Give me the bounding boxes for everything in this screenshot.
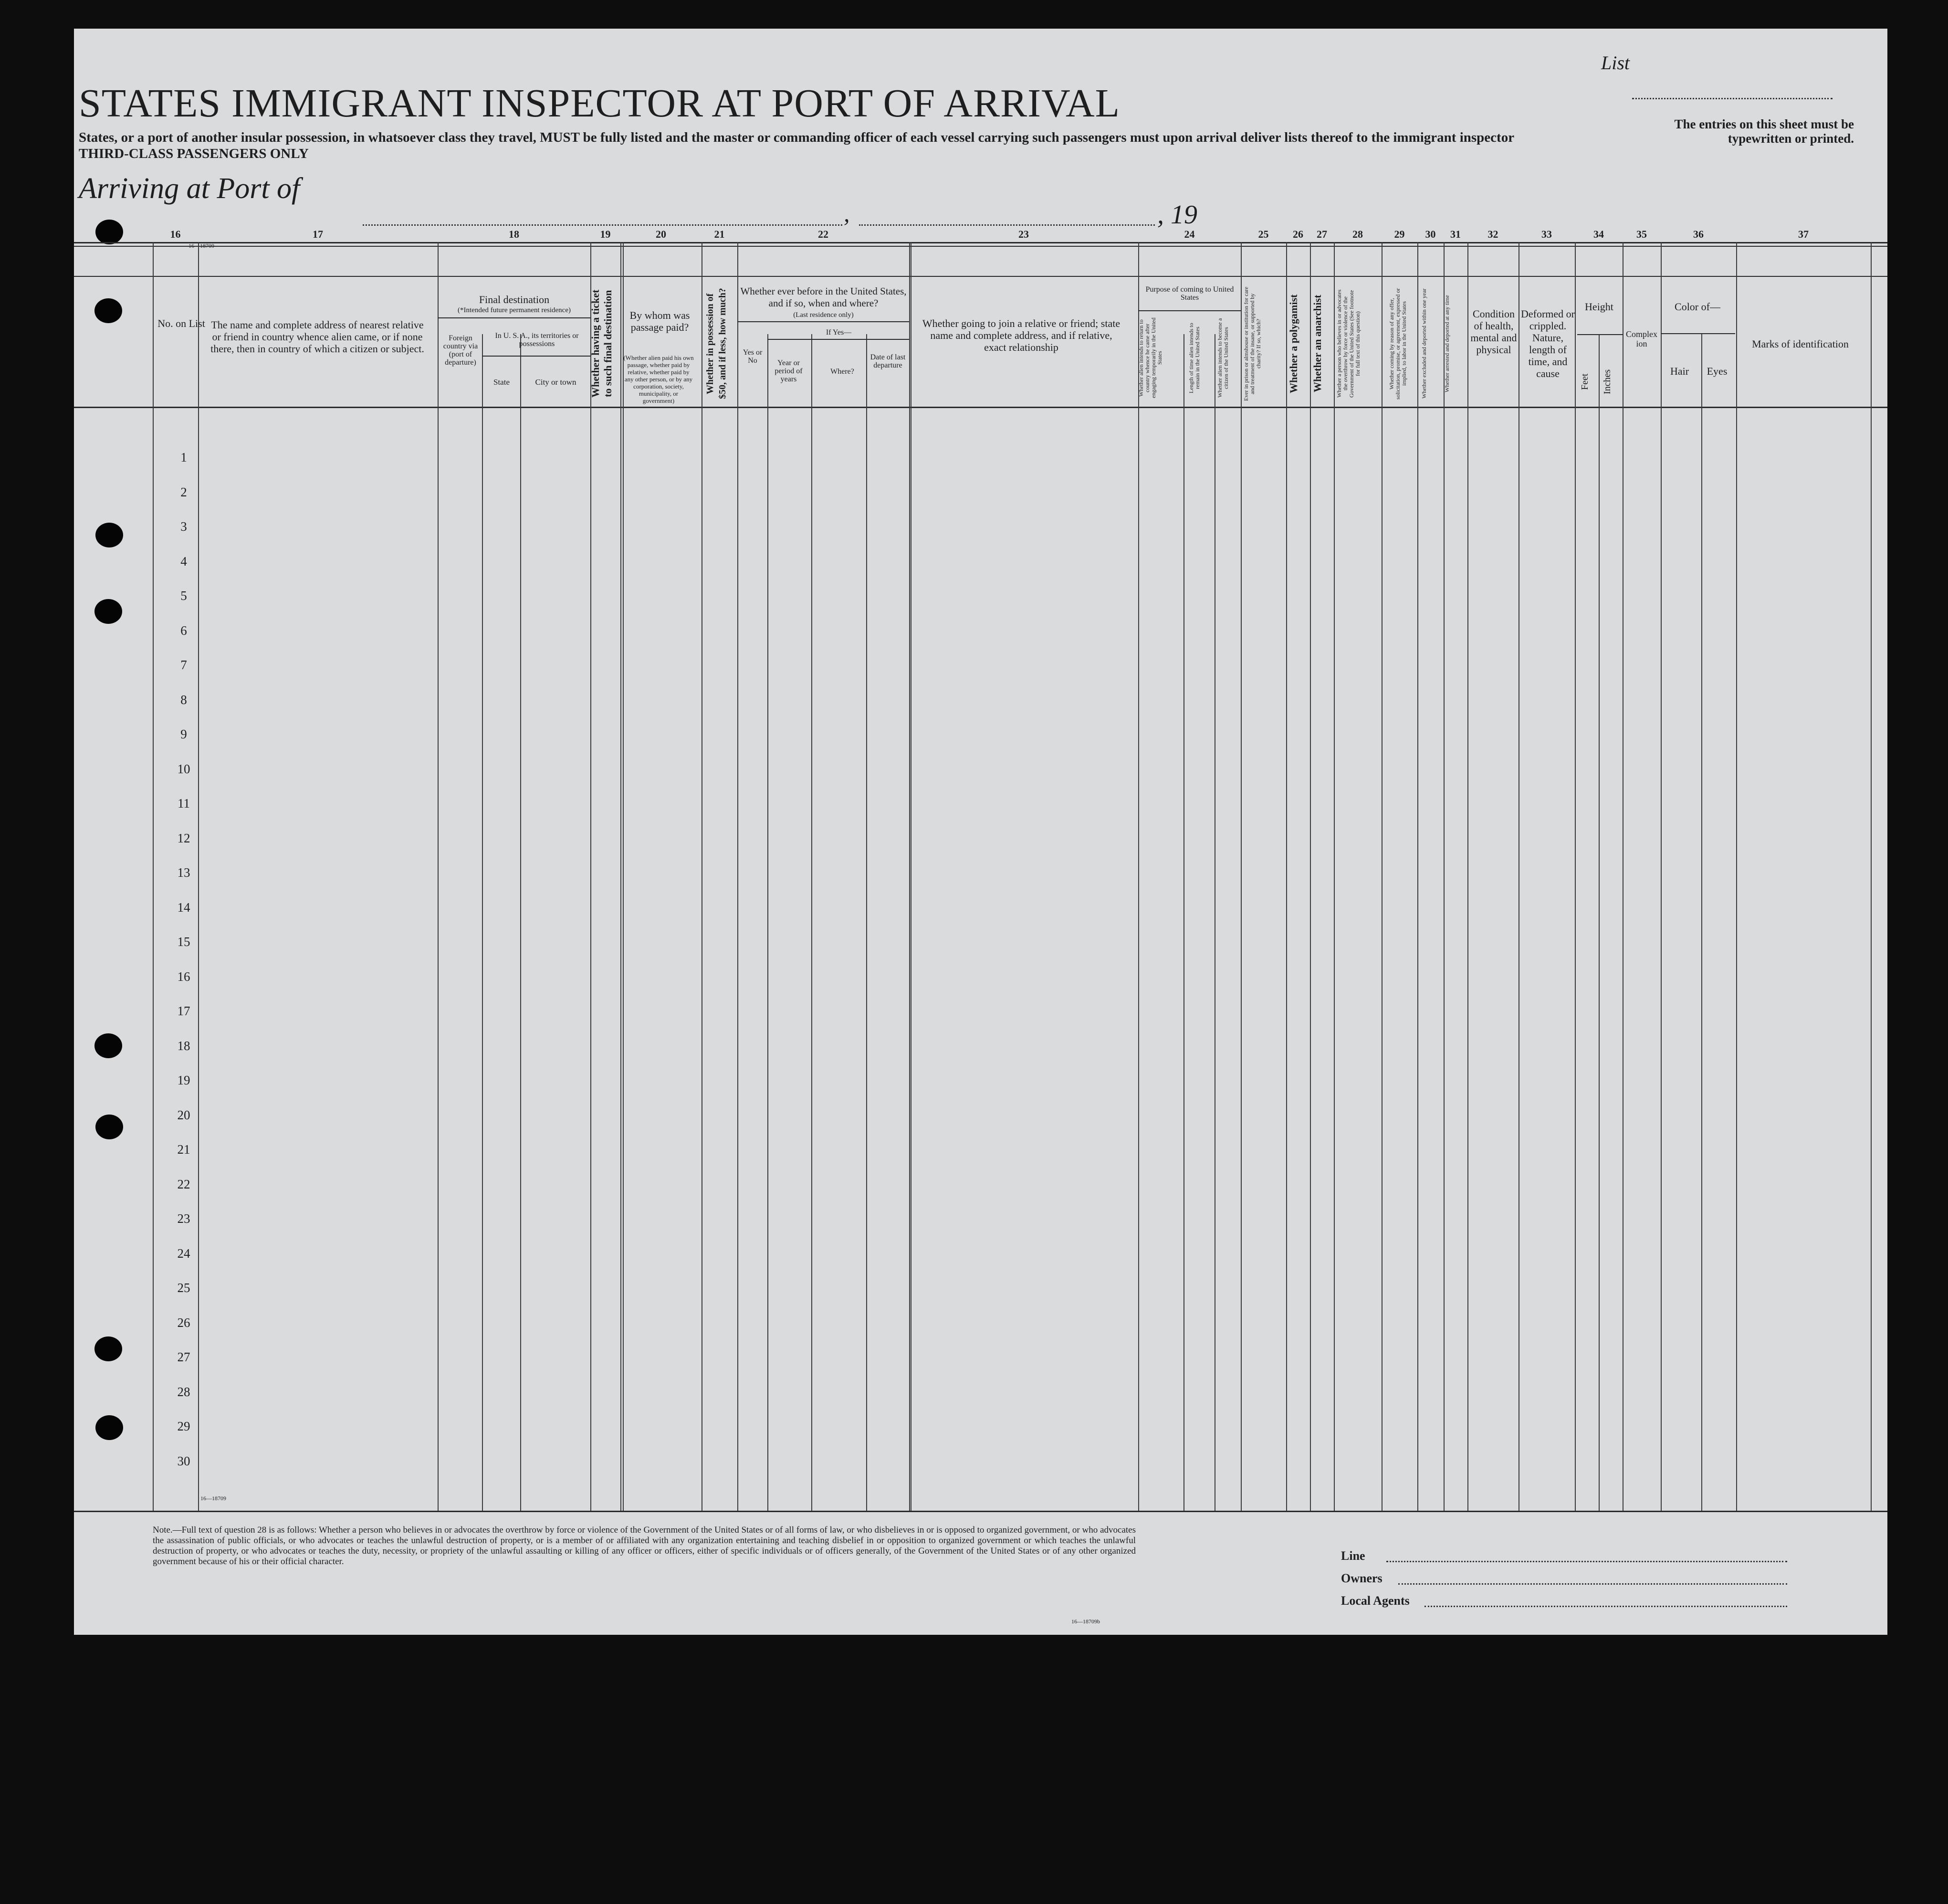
- header-yes-no: Yes or No: [743, 348, 763, 365]
- header-feet: Feet: [1580, 373, 1590, 390]
- header-inches: Inches: [1602, 369, 1613, 395]
- row-number: 4: [180, 554, 187, 568]
- row-number: 27: [177, 1350, 190, 1364]
- column-line: [737, 242, 738, 1511]
- row-number: 17: [177, 1004, 190, 1018]
- column-number: 16: [170, 228, 181, 240]
- header-length-stay: Length of time alien intends to remain in the United States: [1188, 323, 1201, 393]
- table-bottom-rule: [74, 1511, 1887, 1512]
- header-intends-return: Whether alien intends to return to country whence he came after engaging temporarily in the United States: [1138, 317, 1163, 399]
- column-number: 24: [1184, 228, 1195, 240]
- row-number: 28: [177, 1384, 190, 1399]
- port-field[interactable]: [363, 224, 842, 226]
- column-line: [623, 242, 624, 1511]
- header-possession-50: Whether in possession of $50, and if less, how much?: [705, 288, 728, 400]
- manifest-sheet: [74, 29, 1887, 1635]
- column-line: [1138, 242, 1139, 1511]
- header-date-departure: Date of last departure: [870, 353, 906, 369]
- column-line: [1417, 242, 1418, 1511]
- row-number: 19: [177, 1073, 190, 1087]
- header-join-relative: Whether going to join a relative or friend; state name and complete address, and if relative, exact relationship: [922, 317, 1121, 353]
- column-number-rule: [74, 276, 1887, 277]
- header-where: Where?: [830, 368, 854, 376]
- footnote-question-28: Note.—Full text of question 28 is as follows: Whether a person who believes in or advocates the overthrow by force or violence of the Government of the United States or of all forms of law, or who disbelieves in or is opposed to organized government, or who advocates the assassination of public officials, or who advocates or teaches the unlawful destruction of property, or is a member of or affiliated with any organization entertaining and teaching disbelief in or opposition to organized government or which teaches the unlawful destruction of property, or who advocates or teaches the duty, necessity, or propriety of the unlawful assaulting or killing of any officer or officers, either of specific individuals or of officers generally, of the Government of the United States or of any other organized government because of his or their official character.: [153, 1525, 1136, 1567]
- column-number: 19: [600, 228, 611, 240]
- column-line: [1575, 242, 1576, 1511]
- row-number: 23: [177, 1211, 190, 1226]
- column-number: 26: [1293, 228, 1303, 240]
- rule-34: [1577, 334, 1623, 335]
- header-overthrow: Whether a person who believes in or advocates the overthrow by force or violence of the Government of the United States (See footnote for full text of this question): [1336, 289, 1361, 398]
- rule-36: [1661, 333, 1735, 334]
- list-number-field[interactable]: [1632, 98, 1833, 99]
- column-line: [866, 334, 867, 1511]
- row-number: 1: [180, 450, 187, 464]
- table-top-rule-2: [74, 246, 1887, 247]
- row-number: 9: [180, 727, 187, 741]
- column-line: [438, 242, 439, 1511]
- column-number: 28: [1352, 228, 1363, 240]
- arriving-label: Arriving at Port of: [79, 172, 300, 205]
- form-ref-note: 16—18709b: [1071, 1618, 1100, 1625]
- column-number: 34: [1593, 228, 1604, 240]
- column-line: [1286, 242, 1287, 1511]
- row-number: 7: [180, 658, 187, 672]
- header-ever-before-sub: (Last residence only): [793, 311, 854, 319]
- column-line: [482, 334, 483, 1511]
- punch-hole: [94, 298, 122, 323]
- column-line: [1599, 334, 1600, 1511]
- punch-hole: [95, 1415, 123, 1440]
- row-number: 20: [177, 1107, 190, 1122]
- column-number: 27: [1317, 228, 1327, 240]
- column-number: 35: [1636, 228, 1647, 240]
- header-nearest-relative: The name and complete address of nearest relative or friend in country whence alien came, or if none there, then in country of which a citizen or subject.: [210, 319, 424, 355]
- row-number: 11: [178, 796, 190, 810]
- header-ever-before: Whether ever before in the United States, and if so, when and where?: [740, 285, 907, 309]
- owners-field[interactable]: [1398, 1583, 1787, 1585]
- header-in-usa: In U. S. A., its territories or possessions: [495, 332, 579, 348]
- column-line: [1736, 242, 1737, 1511]
- column-number: 21: [714, 228, 725, 240]
- column-line: [620, 242, 621, 1511]
- row-number: 10: [177, 761, 190, 776]
- row-number: 15: [177, 935, 190, 949]
- row-number: 25: [177, 1281, 190, 1295]
- table-top-rule: [74, 242, 1887, 243]
- punch-hole: [95, 220, 123, 244]
- column-number: 36: [1693, 228, 1704, 240]
- column-number: 23: [1018, 228, 1029, 240]
- column-line: [1701, 334, 1702, 1511]
- column-line: [590, 242, 591, 1511]
- line-label: Line: [1341, 1549, 1365, 1563]
- rule-24: [1138, 310, 1241, 311]
- column-line: [1310, 242, 1311, 1511]
- header-health: Condition of health, mental and physical: [1470, 308, 1517, 356]
- list-label: List: [1601, 52, 1630, 74]
- column-line: [520, 334, 521, 1511]
- rule-22: [737, 321, 909, 322]
- header-passage-paid: By whom was passage paid?: [629, 309, 690, 333]
- column-number: 29: [1394, 228, 1405, 240]
- row-number: 26: [177, 1315, 190, 1330]
- punch-hole: [94, 1033, 122, 1058]
- header-foreign-country: Foreign country via (port of departure): [443, 334, 478, 367]
- column-line: [1871, 242, 1872, 1511]
- column-number: 22: [818, 228, 828, 240]
- owners-label: Owners: [1341, 1571, 1382, 1585]
- column-number: 33: [1541, 228, 1552, 240]
- header-bottom-rule: [74, 407, 1887, 408]
- punch-hole: [95, 1115, 123, 1139]
- column-line: [767, 334, 768, 1511]
- entries-note: The entries on this sheet must be typewritten or printed.: [1674, 117, 1854, 146]
- row-number: 16: [177, 969, 190, 984]
- header-arrested: Whether arrested and deported at any time: [1444, 295, 1450, 392]
- header-height: Height: [1585, 301, 1613, 313]
- header-color-of: Color of—: [1675, 301, 1720, 313]
- row-number: 22: [177, 1177, 190, 1191]
- row-number: 6: [180, 623, 187, 638]
- header-complexion: Complexion: [1626, 329, 1657, 348]
- header-purpose: Purpose of coming to United States: [1145, 285, 1234, 302]
- row-number: 2: [180, 484, 187, 499]
- column-line: [1241, 242, 1242, 1511]
- column-line: [1183, 334, 1184, 1511]
- instruction-text: States, or a port of another insular possession, in whatsoever class they travel, MUST be fully listed and the master or commanding officer of each vessel carrying such passengers must upon arrival deliver lists thereof to the immigrant inspector: [79, 130, 1515, 145]
- local-agents-label: Local Agents: [1341, 1594, 1410, 1608]
- date-field[interactable]: [859, 224, 1155, 226]
- header-city: City or town: [535, 378, 576, 387]
- column-number: 37: [1798, 228, 1809, 240]
- header-eyes: Eyes: [1707, 365, 1728, 377]
- header-ticket: Whether having a ticket to such final destination: [589, 289, 614, 398]
- column-line: [811, 334, 812, 1511]
- row-number: 29: [177, 1419, 190, 1433]
- passenger-class: THIRD-CLASS PASSENGERS ONLY: [79, 146, 309, 161]
- column-number: 18: [509, 228, 519, 240]
- punch-hole: [94, 1336, 122, 1361]
- column-line: [909, 242, 910, 1511]
- header-state: State: [493, 378, 510, 387]
- row-number: 8: [180, 692, 187, 707]
- column-number: 25: [1258, 228, 1269, 240]
- column-number: 20: [656, 228, 666, 240]
- row-number: 13: [177, 865, 190, 880]
- header-final-destination-sub: (*Intended future permanent residence): [458, 306, 571, 314]
- form-ref-bottom: 16—18709: [200, 1495, 226, 1502]
- header-marks: Marks of identification: [1752, 338, 1849, 350]
- row-number: 3: [180, 519, 187, 534]
- row-number: 24: [177, 1246, 190, 1261]
- rule-22b: [767, 339, 909, 340]
- punch-hole: [94, 599, 122, 624]
- header-labor-offer: Whether coming by reason of any offer, solicitation, promise, or agreement, expressed or implied, to labor in the United States: [1388, 288, 1407, 400]
- header-excluded: Whether excluded and deported within one year: [1421, 288, 1427, 399]
- column-line: [1444, 242, 1445, 1511]
- column-number: 32: [1487, 228, 1498, 240]
- punch-hole: [95, 523, 123, 547]
- row-number: 12: [177, 831, 190, 845]
- header-anarchist: Whether an anarchist: [1311, 295, 1323, 393]
- row-number: 21: [177, 1142, 190, 1157]
- header-year: Year or period of years: [775, 359, 803, 383]
- header-polygamist: Whether a polygamist: [1288, 294, 1299, 393]
- column-number: 17: [313, 228, 323, 240]
- local-agents-field[interactable]: [1424, 1606, 1787, 1607]
- column-number: 30: [1425, 228, 1436, 240]
- year-prefix: , 19: [1157, 200, 1197, 230]
- header-passage-paid-sub: (Whether alien paid his own passage, whether paid by relative, whether paid by any other person, or by any corporation, society, municipality, or government): [623, 354, 694, 404]
- header-become-citizen: Whether alien intends to become a citizen of the United States: [1216, 318, 1229, 398]
- comma: ,: [844, 200, 850, 227]
- rule-18b: [482, 356, 590, 357]
- header-deformed: Deformed or crippled. Nature, length of time, and cause: [1520, 308, 1575, 379]
- header-hair: Hair: [1670, 365, 1689, 377]
- header-if-yes: If Yes—: [826, 328, 852, 337]
- header-no-on-list: No. on List: [157, 317, 205, 329]
- row-number: 18: [177, 1038, 190, 1053]
- column-line: [1661, 242, 1662, 1511]
- column-line: [1467, 242, 1468, 1511]
- header-prison: Ever in prison or almshouse or institution for care and treatment of the insane, or supported by charity? If so, which?: [1243, 286, 1262, 401]
- line-field[interactable]: [1386, 1561, 1787, 1562]
- row-number: 5: [180, 589, 187, 603]
- row-number: 14: [177, 900, 190, 915]
- rule-18: [438, 317, 590, 318]
- column-line: [1334, 242, 1335, 1511]
- header-final-destination: Final destination: [479, 294, 550, 305]
- row-number: 30: [177, 1453, 190, 1468]
- column-number: 31: [1450, 228, 1461, 240]
- page-title: STATES IMMIGRANT INSPECTOR AT PORT OF ARRIVAL: [79, 81, 1120, 126]
